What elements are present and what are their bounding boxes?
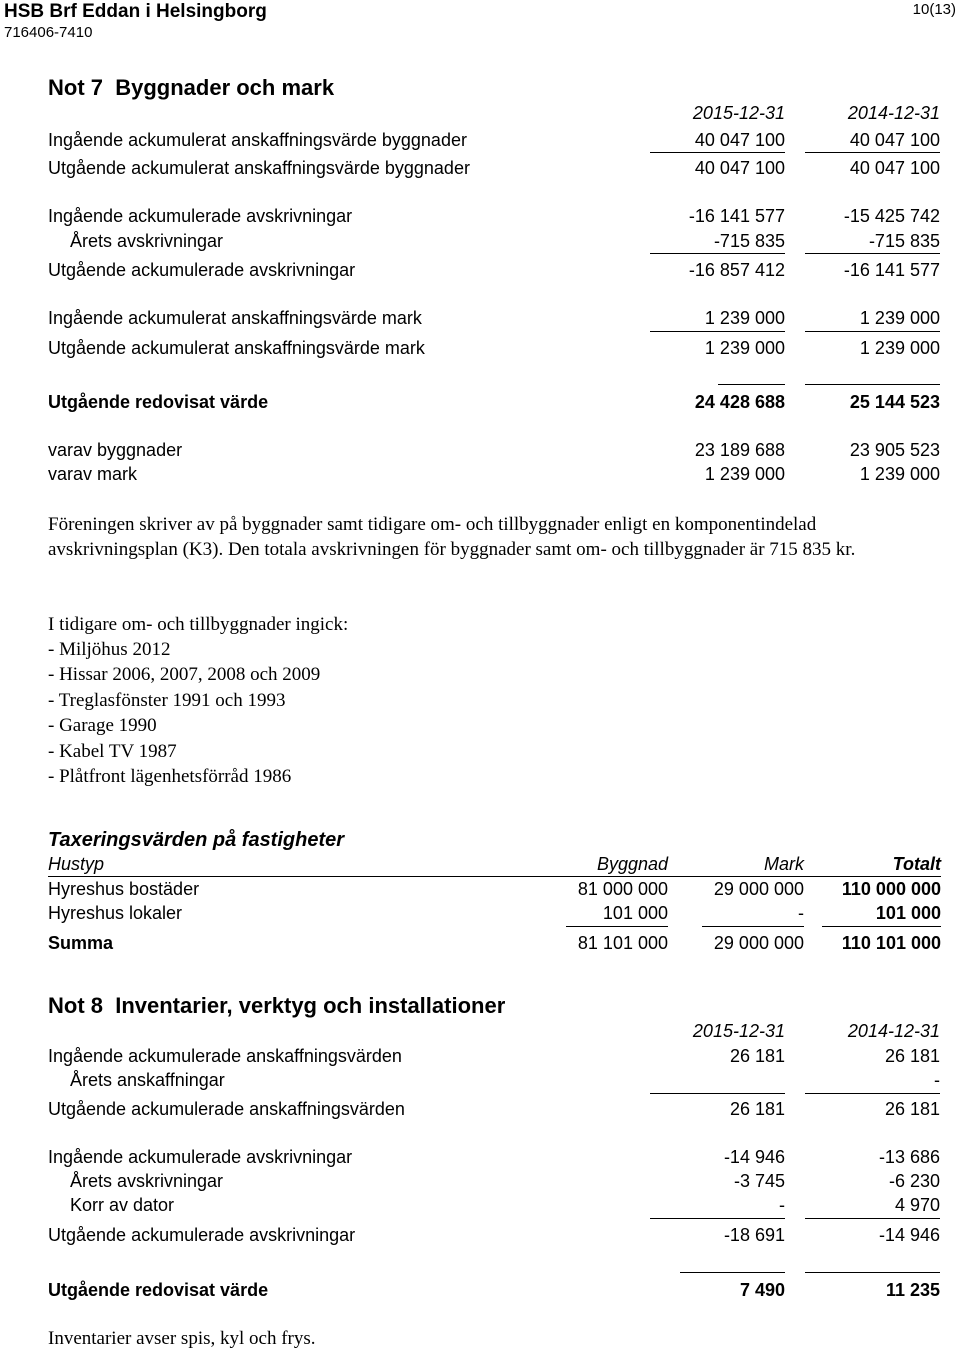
note7-col2-header: 2014-12-31 bbox=[847, 103, 940, 123]
tax-header-byggnad: Byggnad bbox=[596, 854, 668, 874]
note7-row-v2: 1 239 000 bbox=[859, 308, 940, 328]
tax-cell-mark: - bbox=[798, 903, 804, 923]
sum-line bbox=[718, 384, 785, 385]
sum-line bbox=[566, 926, 668, 927]
note8-row-label: Utgående ackumulerade anskaffningsvärden bbox=[48, 1099, 405, 1119]
note8-row-label: Ingående ackumulerade anskaffningsvärden bbox=[48, 1046, 402, 1066]
org-name: HSB Brf Eddan i Helsingborg bbox=[4, 1, 267, 22]
list-item: - Plåtfront lägenhetsförråd 1986 bbox=[48, 766, 292, 788]
note7-row-v1: 40 047 100 bbox=[694, 130, 785, 150]
page-number: 10(13) bbox=[912, 1, 956, 18]
tax-cell-byggnad: 81 000 000 bbox=[577, 879, 668, 899]
tax-cell-totalt: 110 101 000 bbox=[841, 933, 941, 953]
note7-row-label: Ingående ackumulerat anskaffningsvärde mark bbox=[48, 308, 422, 328]
note8-row-v2: - bbox=[934, 1070, 940, 1090]
tax-cell-totalt: 110 000 000 bbox=[841, 879, 941, 899]
table-row: Summa bbox=[48, 933, 114, 953]
note7-list bbox=[48, 637, 320, 789]
sum-line bbox=[805, 1218, 940, 1219]
note8-row-v1: -3 745 bbox=[733, 1171, 785, 1191]
note7-row-v1: 1 239 000 bbox=[704, 308, 785, 328]
note7-row-v1: 40 047 100 bbox=[694, 158, 785, 178]
tax-header-mark: Mark bbox=[764, 854, 804, 874]
note7-row-label: Utgående ackumulerat anskaffningsvärde byggnader bbox=[48, 158, 470, 178]
note8-row-v2: -14 946 bbox=[878, 1225, 940, 1245]
tax-header-totalt: Totalt bbox=[892, 854, 941, 874]
note8-row-v1: 7 490 bbox=[739, 1280, 785, 1300]
note8-row-v2: 11 235 bbox=[885, 1280, 940, 1300]
note8-row-label: Årets anskaffningar bbox=[70, 1070, 225, 1090]
note7-row-v1: 1 239 000 bbox=[704, 464, 785, 484]
note8-row-label: Utgående redovisat värde bbox=[48, 1280, 269, 1300]
note8-row-label: Utgående ackumulerade avskrivningar bbox=[48, 1225, 356, 1245]
note7-paragraph: Föreningen skriver av på byggnader samt tidigare om- och tillbyggnader enligt en komponentindelad avskrivningsplan (K3). Den totala avskrivningen för byggnader samt om- och tillbyggnader är 715 835 kr. bbox=[48, 514, 856, 560]
list-item: - Hissar 2006, 2007, 2008 och 2009 bbox=[48, 664, 321, 686]
note8-row-v2: 4 970 bbox=[894, 1195, 940, 1215]
sum-line bbox=[805, 331, 940, 332]
note8-row-v1: - bbox=[779, 1195, 785, 1215]
note7-row-label: Ingående ackumulerat anskaffningsvärde byggnader bbox=[48, 130, 467, 150]
note8-row-v1: 26 181 bbox=[729, 1046, 785, 1066]
note8-row-v1: 26 181 bbox=[729, 1099, 785, 1119]
tax-cell-mark: 29 000 000 bbox=[713, 933, 804, 953]
note7-row-label: Utgående ackumulerade avskrivningar bbox=[48, 260, 356, 280]
note8-row-v1: -18 691 bbox=[723, 1225, 785, 1245]
sum-line bbox=[650, 152, 785, 153]
note7-row-v2: 40 047 100 bbox=[849, 130, 940, 150]
note7-row-label: varav byggnader bbox=[48, 440, 183, 460]
tax-cell-totalt: 101 000 bbox=[875, 903, 941, 923]
note7-row-v2: 40 047 100 bbox=[849, 158, 940, 178]
note8-row-v2: 26 181 bbox=[884, 1099, 940, 1119]
table-row: Hyreshus bostäder bbox=[48, 879, 200, 899]
sum-line bbox=[702, 926, 804, 927]
sum-line bbox=[680, 1272, 785, 1273]
note8-row-v2: 26 181 bbox=[884, 1046, 940, 1066]
sum-line bbox=[822, 926, 941, 927]
note8-col2-header: 2014-12-31 bbox=[847, 1021, 940, 1041]
note7-row-v1: 24 428 688 bbox=[694, 392, 785, 412]
note7-col1-header: 2015-12-31 bbox=[692, 103, 785, 123]
sum-line bbox=[650, 1218, 785, 1219]
note8-row-label: Årets avskrivningar bbox=[70, 1171, 224, 1191]
tax-title: Taxeringsvärden på fastigheter bbox=[48, 829, 345, 851]
note7-row-label: Utgående ackumulerat anskaffningsvärde mark bbox=[48, 338, 425, 358]
note8-row-v2: -6 230 bbox=[888, 1171, 940, 1191]
note7-row-label: Ingående ackumulerade avskrivningar bbox=[48, 206, 353, 226]
note7-row-label: varav mark bbox=[48, 464, 138, 484]
table-row: Hyreshus lokaler bbox=[48, 903, 183, 923]
tax-cell-byggnad: 101 000 bbox=[602, 903, 668, 923]
sum-line bbox=[650, 331, 785, 332]
note7-row-v1: -16 857 412 bbox=[688, 260, 785, 280]
tax-header-hustyp: Hustyp bbox=[48, 854, 105, 874]
note8-row-label: Korr av dator bbox=[70, 1195, 175, 1215]
sum-line bbox=[805, 1093, 940, 1094]
sum-line bbox=[650, 253, 785, 254]
note8-row-v2: -13 686 bbox=[878, 1147, 940, 1167]
note7-row-v2: 25 144 523 bbox=[849, 392, 940, 412]
header-line bbox=[48, 876, 941, 877]
sum-line bbox=[805, 152, 940, 153]
list-item: - Kabel TV 1987 bbox=[48, 740, 177, 762]
note8-row-v1: -14 946 bbox=[723, 1147, 785, 1167]
note8-row-label: Ingående ackumulerade avskrivningar bbox=[48, 1147, 353, 1167]
note7-row-label: Utgående redovisat värde bbox=[48, 392, 269, 412]
note7-row-v2: 1 239 000 bbox=[859, 338, 940, 358]
note7-row-v2: -16 141 577 bbox=[843, 260, 940, 280]
note8-footer: Inventarier avser spis, kyl och frys. bbox=[48, 1328, 316, 1349]
note7-row-v2: -715 835 bbox=[868, 231, 940, 251]
note7-row-v2: 1 239 000 bbox=[859, 464, 940, 484]
note8-title: Not 8 Inventarier, verktyg och installationer bbox=[48, 993, 506, 1018]
note7-title: Not 7 Byggnader och mark bbox=[48, 75, 335, 100]
note7-list-title: I tidigare om- och tillbyggnader ingick: bbox=[48, 614, 349, 635]
note7-row-v2: 23 905 523 bbox=[849, 440, 940, 460]
list-item: - Treglasfönster 1991 och 1993 bbox=[48, 689, 286, 711]
list-item: - Miljöhus 2012 bbox=[48, 639, 171, 660]
sum-line bbox=[650, 1093, 785, 1094]
note8-col1-header: 2015-12-31 bbox=[692, 1021, 785, 1041]
org-number: 716406-7410 bbox=[4, 24, 93, 41]
note7-row-v1: 23 189 688 bbox=[694, 440, 785, 460]
tax-cell-mark: 29 000 000 bbox=[713, 879, 804, 899]
note7-row-v1: -715 835 bbox=[713, 231, 785, 251]
sum-line bbox=[805, 253, 940, 254]
sum-line bbox=[805, 384, 940, 385]
note7-row-v1: -16 141 577 bbox=[688, 206, 785, 226]
list-item: - Garage 1990 bbox=[48, 715, 157, 737]
note7-row-v1: 1 239 000 bbox=[704, 338, 785, 358]
tax-cell-byggnad: 81 101 000 bbox=[577, 933, 668, 953]
sum-line bbox=[805, 1272, 940, 1273]
note7-row-v2: -15 425 742 bbox=[843, 206, 940, 226]
note7-row-label: Årets avskrivningar bbox=[70, 231, 224, 251]
